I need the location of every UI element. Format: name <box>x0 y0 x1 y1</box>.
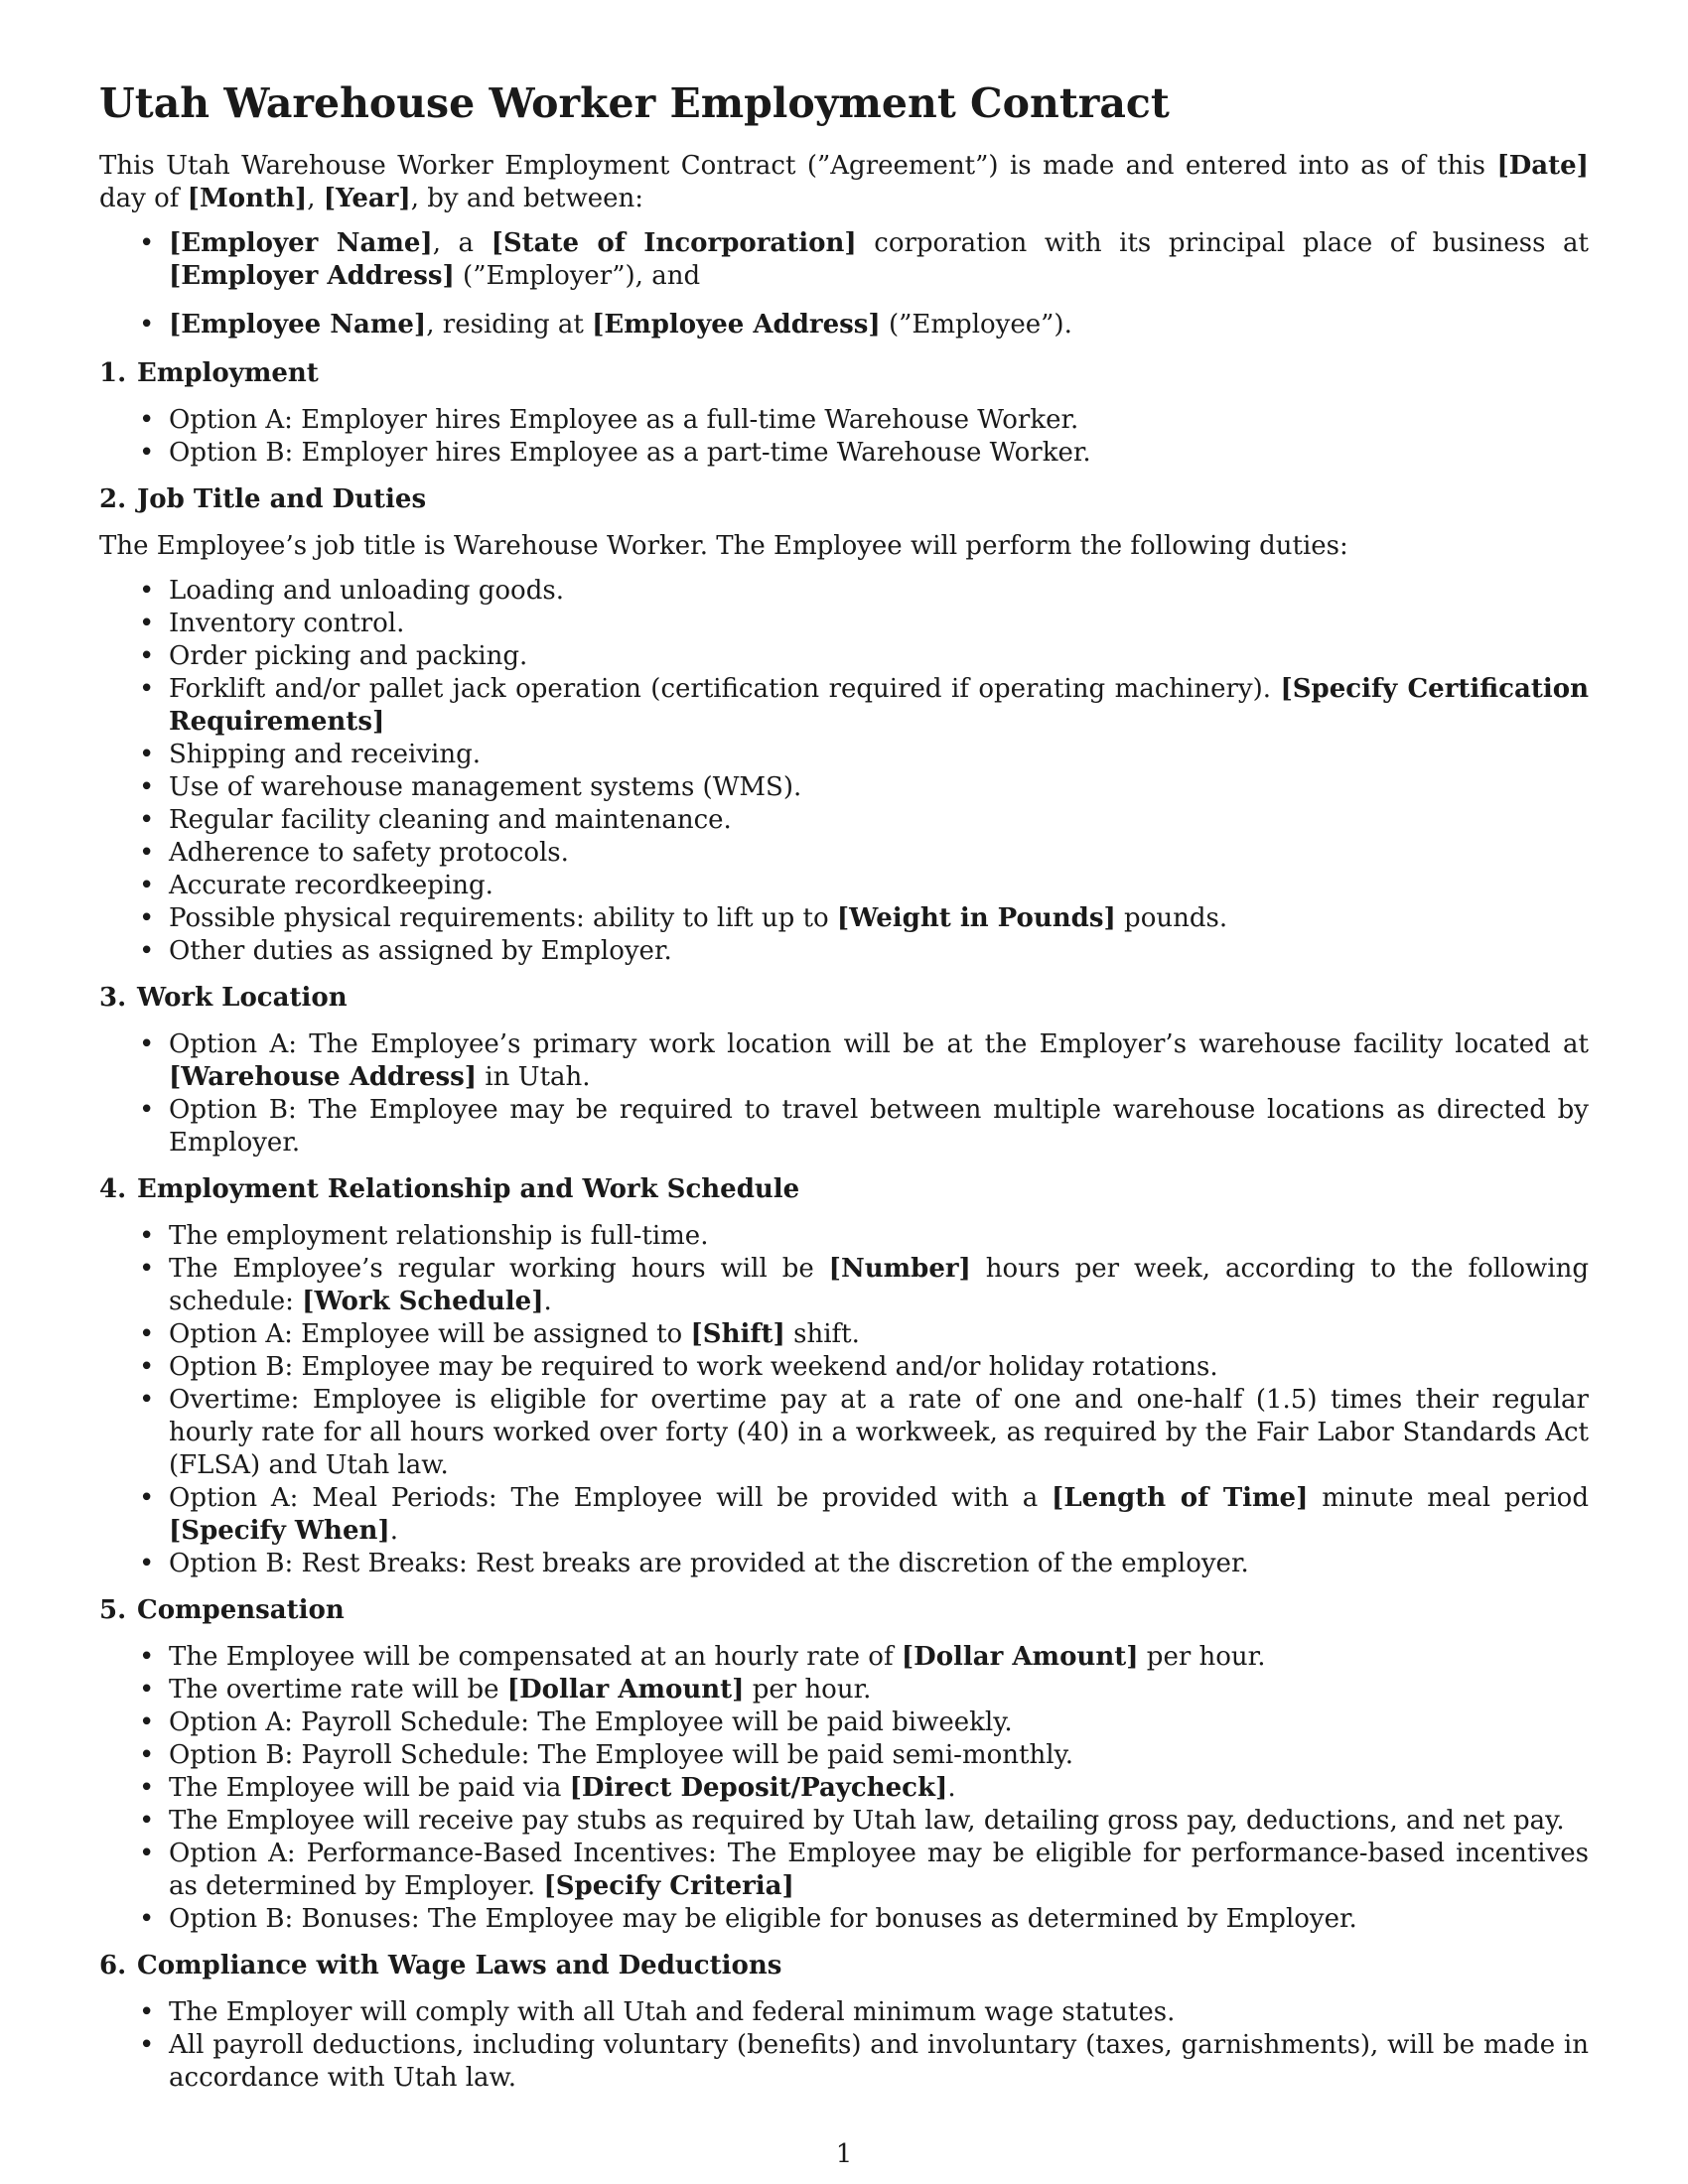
document-page <box>99 79 1589 2109</box>
section-number: 5. <box>99 1595 127 1626</box>
section-heading <box>99 982 1589 1015</box>
section-number: 3. <box>99 983 127 1014</box>
list-item: • Option B: Rest Breaks: Rest breaks are provided at the discretion of the employer. <box>99 1548 1589 1580</box>
contract-sections <box>99 357 1589 2095</box>
section-list <box>99 1641 1589 1936</box>
list-item: • Option B: Bonuses: The Employee may be eligible for bonuses as determined by Employer. <box>99 1903 1589 1936</box>
list-item: • The employment relationship is full-time. <box>99 1220 1589 1253</box>
list-item: • Accurate recordkeeping. <box>99 870 1589 902</box>
list-item: • The Employee’s regular working hours will be [Number] hours per week, according to the following schedule: [Work Schedule]. <box>99 1253 1589 1318</box>
list-item: • Order picking and packing. <box>99 640 1589 673</box>
section-number: 2. <box>99 484 127 515</box>
section-heading <box>99 1173 1589 1206</box>
list-item: • Option A: Employee will be assigned to [Shift] shift. <box>99 1318 1589 1351</box>
section-list <box>99 575 1589 968</box>
list-item: • Use of warehouse management systems (WMS). <box>99 771 1589 804</box>
list-item: • The Employee will be paid via [Direct Deposit/Paycheck]. <box>99 1772 1589 1805</box>
list-item: • Shipping and receiving. <box>99 739 1589 771</box>
intro-paragraph: This Utah Warehouse Worker Employment Contract (”Agreement”) is made and entered into as of this [Date] day of [Month], [Year], by and between: <box>99 151 1589 214</box>
list-item: • The Employee will be compensated at an hourly rate of [Dollar Amount] per hour. <box>99 1641 1589 1674</box>
list-item: • Option A: Meal Periods: The Employee will be provided with a [Length of Time] minute meal period [Specify When]. <box>99 1482 1589 1548</box>
list-item: • The overtime rate will be [Dollar Amount] per hour. <box>99 1674 1589 1706</box>
section-heading <box>99 483 1589 516</box>
section-number: 6. <box>99 1951 127 1981</box>
list-item: • Option B: The Employee may be required to travel between multiple warehouse locations as directed by Employer. <box>99 1094 1589 1160</box>
document-title: Utah Warehouse Worker Employment Contract <box>99 79 1170 127</box>
section-list <box>99 404 1589 470</box>
section-list <box>99 1220 1589 1580</box>
section-title: Compensation <box>137 1595 345 1626</box>
party-employer: • [Employer Name], a [State of Incorporation] corporation with its principal place of business at [Employer Address] (”Employer”), and <box>99 227 1589 293</box>
section-list <box>99 1996 1589 2095</box>
list-item: • Option B: Payroll Schedule: The Employee will be paid semi-monthly. <box>99 1739 1589 1772</box>
party-employee: • [Employee Name], residing at [Employee Address] (”Employee”). <box>99 309 1589 341</box>
section-title: Work Location <box>137 983 348 1014</box>
section-number: 4. <box>99 1174 127 1205</box>
section-list <box>99 1028 1589 1160</box>
list-item: • Option A: Employer hires Employee as a full-time Warehouse Worker. <box>99 404 1589 437</box>
list-item: • Option B: Employee may be required to work weekend and/or holiday rotations. <box>99 1351 1589 1384</box>
page-number: 1 <box>835 2139 853 2169</box>
section-paragraph: The Employee’s job title is Warehouse Worker. The Employee will perform the following duties: <box>99 531 1348 562</box>
list-item: • The Employer will comply with all Utah and federal minimum wage statutes. <box>99 1996 1589 2029</box>
list-item: • All payroll deductions, including voluntary (benefits) and involuntary (taxes, garnishments), will be made in accordance with Utah law. <box>99 2029 1589 2095</box>
list-item: • Option A: The Employee’s primary work location will be at the Employer’s warehouse facility located at [Warehouse Address] in Utah. <box>99 1028 1589 1094</box>
section-number: 1. <box>99 358 127 389</box>
list-item: • Regular facility cleaning and maintenance. <box>99 804 1589 837</box>
section-heading <box>99 357 1589 390</box>
list-item: • The Employee will receive pay stubs as required by Utah law, detailing gross pay, deductions, and net pay. <box>99 1805 1589 1838</box>
section-title: Employment <box>137 358 319 389</box>
list-item: • Option A: Performance-Based Incentives: The Employee may be eligible for performance-based incentives as determined by Employer. [Specify Criteria] <box>99 1838 1589 1903</box>
list-item: • Loading and unloading goods. <box>99 575 1589 608</box>
list-item: • Inventory control. <box>99 608 1589 640</box>
list-item: • Other duties as assigned by Employer. <box>99 935 1589 968</box>
list-item: • Option A: Payroll Schedule: The Employee will be paid biweekly. <box>99 1706 1589 1739</box>
section-title: Employment Relationship and Work Schedule <box>137 1174 800 1205</box>
list-item: • Possible physical requirements: ability to lift up to [Weight in Pounds] pounds. <box>99 902 1589 935</box>
parties-list <box>99 227 1589 341</box>
section-heading <box>99 1950 1589 1982</box>
list-item: • Adherence to safety protocols. <box>99 837 1589 870</box>
section-title: Compliance with Wage Laws and Deductions <box>137 1951 782 1981</box>
list-item: • Forklift and/or pallet jack operation (certification required if operating machinery). [Specify Certification Requirements] <box>99 673 1589 739</box>
list-item: • Option B: Employer hires Employee as a part-time Warehouse Worker. <box>99 437 1589 470</box>
section-title: Job Title and Duties <box>137 484 427 515</box>
list-item: • Overtime: Employee is eligible for overtime pay at a rate of one and one-half (1.5) times their regular hourly rate for all hours worked over forty (40) in a workweek, as required by the Fair Labor Standards Act (FLSA) and Utah law. <box>99 1384 1589 1482</box>
section-heading <box>99 1594 1589 1627</box>
